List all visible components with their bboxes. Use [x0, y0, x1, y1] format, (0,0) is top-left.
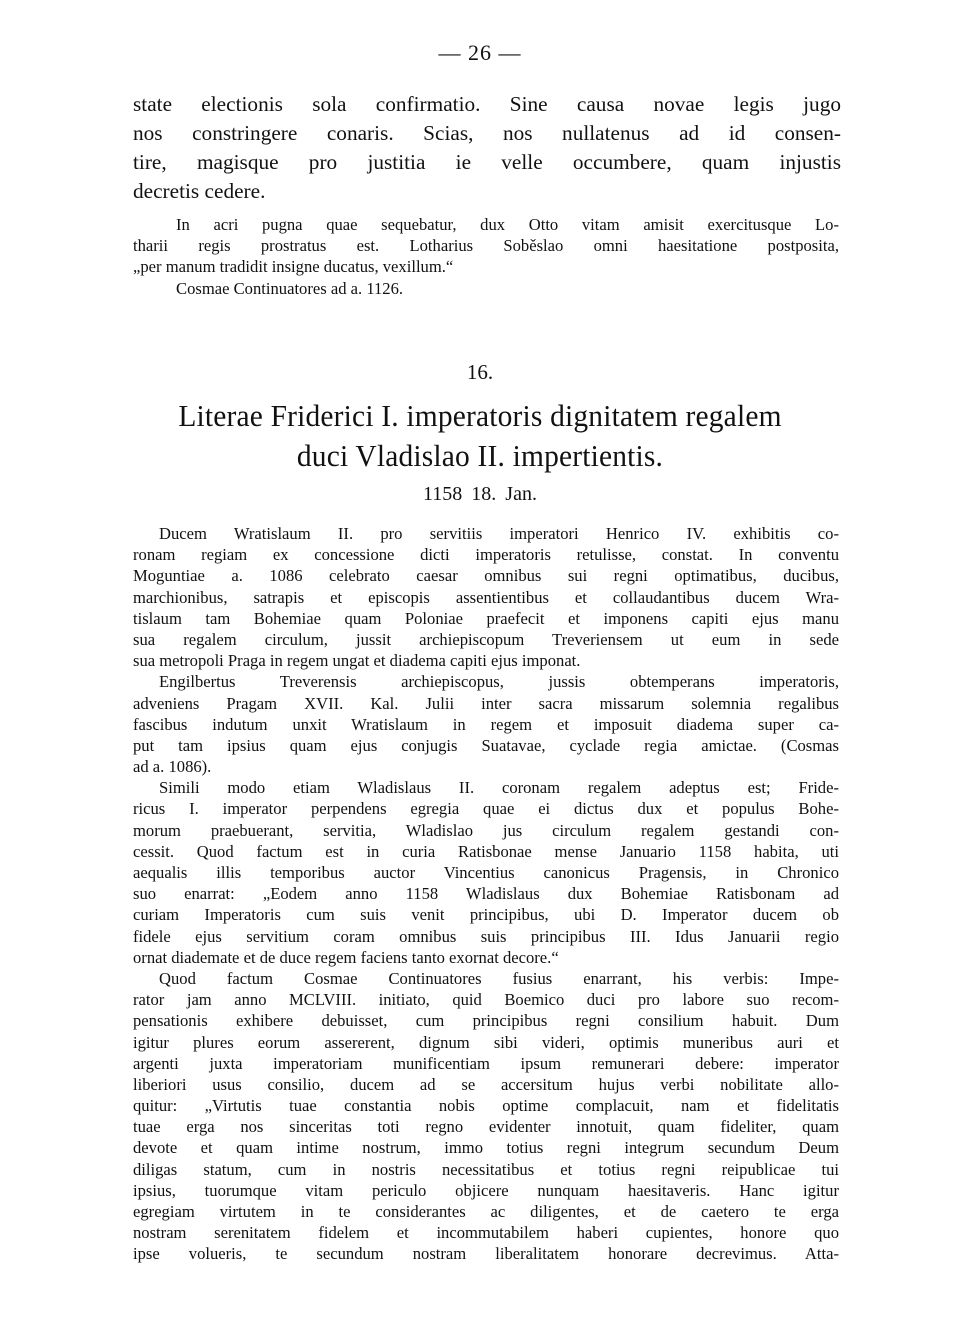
- body-line: pensationis exhibere debuisset, cum principibus regni consilium habuit. Dum: [133, 1011, 839, 1031]
- body-line: diligas statum, cum in nostris necessitatibus et totius regni reipublicae tui: [133, 1159, 839, 1179]
- note-line: In acri pugna quae sequebatur, dux Otto vitam amisit exercitusque Lo-: [176, 215, 839, 234]
- top-line: state electionis sola confirmatio. Sine causa novae legis jugo: [133, 92, 841, 116]
- body-line: marchionibus, satrapis et episcopis assentientibus et collaudantibus ducem Wra-: [133, 587, 839, 607]
- body-text: [133, 523, 839, 1265]
- body-line: Ducem Wratislaum II. pro servitiis imperatori Henrico IV. exhibitis co-: [159, 524, 839, 543]
- body-line: tuae erga nos sinceritas toti regno evidenter innotuit, quam fideliter, quam: [133, 1117, 839, 1137]
- body-line: put tam ipsius quam ejus conjugis Suatavae, cyclade regia amictae. (Cosmas: [133, 735, 839, 755]
- body-line: rator jam anno MCLVIII. initiato, quid Boemico duci pro labore suo recom-: [133, 990, 839, 1010]
- body-line: nostram serenitatem fidelem et incommutabilem haberi cupientes, honore quo: [133, 1223, 839, 1243]
- body-line: aequalis illis temporibus auctor Vincentius canonicus Pragensis, in Chronico: [133, 863, 839, 882]
- body-line: ipsius, tuorumque vitam periculo objicere nunquam haesitaveris. Hanc igitur: [133, 1180, 839, 1200]
- body-line: tislaum tam Bohemiae quam Poloniae praefecit et imponens capiti ejus manu: [133, 608, 839, 628]
- body-line: ornat diademate et de duce regem faciens tanto exornat decore.“: [133, 947, 559, 967]
- body-line: fascibus indutum unxit Wratislaum in regem et imposuit diadema super ca-: [133, 714, 839, 734]
- document-title-line-2: duci Vladislao II. impertientis.: [296, 438, 664, 473]
- top-line: nos constringere conaris. Scias, nos nullatenus ad id consen-: [133, 121, 841, 145]
- body-line: sua regalem circulum, jussit archiepiscopum Treveriensem ut eum in sede: [133, 629, 839, 649]
- body-line: sua metropoli Praga in regem ungat et diadema capiti ejus imponat.: [133, 651, 581, 671]
- footnote-block: [133, 214, 839, 299]
- body-line: ricus I. imperator perpendens egregia quae ei dictus dux et populus Bohe-: [133, 799, 839, 819]
- body-line: Simili modo etiam Wladislaus II. coronam regalem adeptus est; Fride-: [159, 778, 839, 798]
- body-line: curiam Imperatoris cum suis venit principibus, ubi D. Imperator ducem ob: [133, 905, 839, 925]
- body-line: adveniens Pragam XVII. Kal. Julii inter sacra missarum solemnia regalibus: [133, 693, 839, 713]
- body-line: ronam regiam ex concessione dicti imperatoris retulisse, constat. In conventu: [133, 545, 839, 565]
- body-line: egregiam virtutem in te considerantes ac diligentes, et de caetero te erga: [133, 1202, 839, 1221]
- body-line: morum praebuerant, servitia, Wladislao jus circulum regalem gestandi con-: [133, 820, 839, 840]
- body-line: ad a. 1086).: [133, 757, 212, 777]
- body-line: quitur: „Virtutis tuae constantia nobis optime complacuit, nam et fidelitatis: [133, 1096, 839, 1116]
- body-line: fidele ejus servitium coram omnibus suis principibus III. Idus Januarii regio: [133, 926, 839, 946]
- body-line: igitur plures eorum assererent, dignum sibi videri, optimis muneribus auri et: [133, 1032, 839, 1052]
- note-source: Cosmae Continuatores ad a. 1126.: [176, 278, 404, 298]
- body-line: devote et quam intime nostrum, immo totius regni integrum secundum Deum: [133, 1138, 839, 1158]
- body-line: cessit. Quod factum est in curia Ratisbonae mense Januario 1158 habita, uti: [133, 841, 839, 861]
- body-line: suo enarrat: „Eodem anno 1158 Wladislaus dux Bohemiae Ratisbonam ad: [133, 884, 839, 904]
- top-line: tire, magisque pro justitia ie velle occumbere, quam injustis: [133, 150, 841, 174]
- top-paragraph: [133, 90, 841, 206]
- note-line: „per manum tradidit insigne ducatus, vexillum.“: [133, 257, 454, 277]
- page-number: — 26 —: [438, 40, 522, 65]
- document-number: 16.: [466, 360, 494, 384]
- body-line: ipse volueris, te secundum nostram liberalitatem honorare decrevimus. Atta-: [133, 1244, 839, 1264]
- body-line: argenti juxta imperatoriam munificentiam ipsum remunerari debere: imperator: [133, 1053, 839, 1073]
- top-line: decretis cedere.: [133, 179, 266, 203]
- body-line: Quod factum Cosmae Continuatores fusius enarrant, his verbis: Impe-: [159, 968, 839, 988]
- document-date: 1158 18. Jan.: [423, 483, 537, 505]
- document-title-line-1: Literae Friderici I. imperatoris dignitatem regalem: [178, 398, 782, 433]
- body-line: Moguntiae a. 1086 celebrato caesar omnibus sui regni optimatibus, ducibus,: [133, 566, 839, 586]
- body-line: liberiori usus consilio, ducem ad se accersitum hujus verbi nobilitate allo-: [133, 1074, 839, 1094]
- note-line: tharii regis prostratus est. Lotharius Soběslao omni haesitatione postposita,: [133, 236, 839, 256]
- body-line: Engilbertus Treverensis archiepiscopus, jussis obtemperans imperatoris,: [159, 672, 839, 692]
